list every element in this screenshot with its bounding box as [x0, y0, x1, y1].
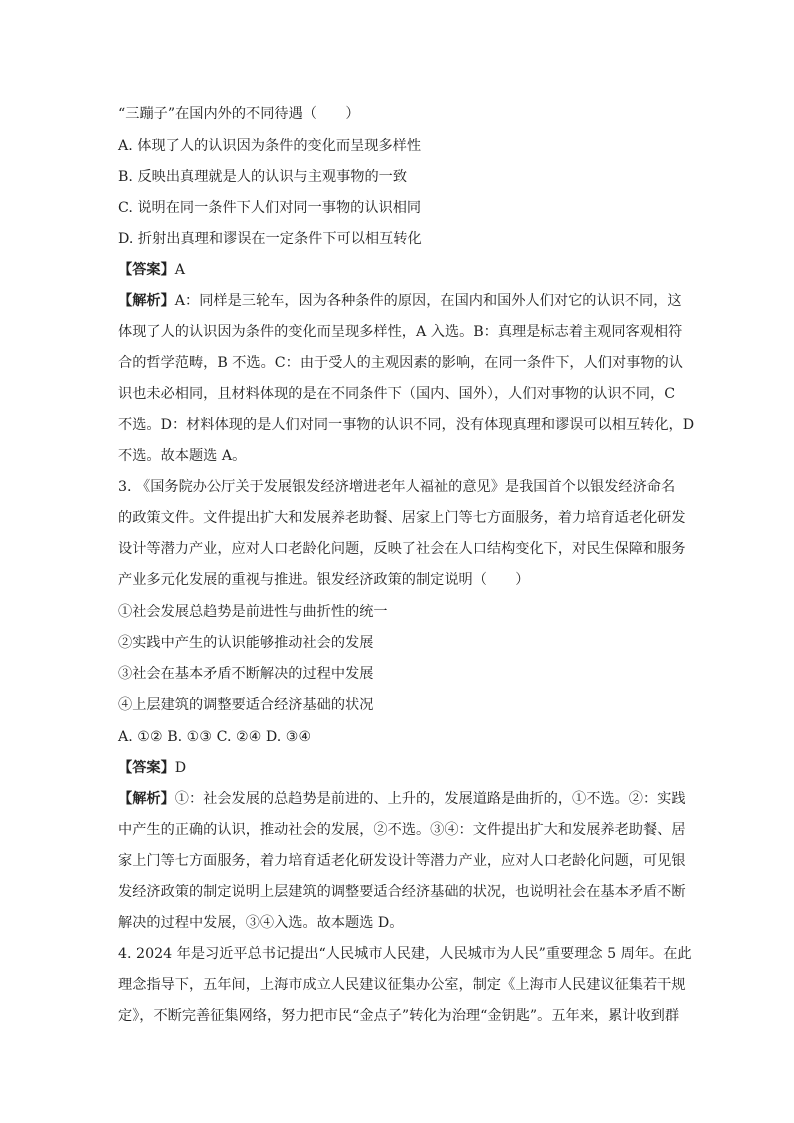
question-3-stem-line: 3. 《国务院办公厅关于发展银发经济增进老年人福祉的意见》是我国首个以银发经济命名: [118, 479, 676, 495]
question-3-statement-4: ④上层建筑的调整要适合经济基础的状况: [118, 697, 374, 713]
question-3-analysis-line: 家上门等七方面服务，着力培育适老化研发设计等潜力产业，应对人口老龄化问题，可见银: [118, 853, 686, 869]
question-2-analysis-line: 合的哲学范畴，B 不选。C：由于受人的主观因素的影响，在同一条件下，人们对事物的认: [118, 355, 683, 371]
analysis-text: ①：社会发展的总趋势是前进的、上升的，发展道路是曲折的，①不选。②：实践: [174, 791, 686, 807]
answer-label: 【答案】: [118, 262, 175, 278]
question-3-answer: [118, 758, 688, 778]
question-3-choices: A. ①② B. ①③ C. ②④ D. ③④: [118, 729, 312, 745]
answer-label: 【答案】: [118, 760, 175, 776]
answer-value: D: [174, 760, 187, 776]
question-3-analysis-line: [118, 789, 688, 809]
question-4-stem-line: 理念指导下，五年间，上海市成立人民建议征集办公室，制定《上海市人民建议征集若干规: [118, 977, 686, 993]
analysis-label: 【解析】: [118, 293, 175, 309]
question-2-analysis-line: 体现了人的认识因为条件的变化而呈现多样性，A 入选。B：真理是标志着主观同客观相符: [118, 324, 683, 340]
question-3-stem-line: 设计等潜力产业，应对人口老龄化问题，反映了社会在人口结构变化下，对民生保障和服务: [118, 541, 686, 557]
question-2-option-a: A. 体现了人的认识因为条件的变化而呈现多样性: [118, 138, 422, 154]
question-2-analysis-line: 不选。D：材料体现的是人们对同一事物的认识不同，没有体现真理和谬误可以相互转化，D: [118, 417, 695, 433]
question-2-analysis-line: [118, 291, 688, 311]
analysis-text: A：同样是三轮车，因为各种条件的原因，在国内和国外人们对它的认识不同，这: [174, 293, 682, 309]
answer-value: A: [174, 262, 186, 278]
question-3-statement-3: ③社会在基本矛盾不断解决的过程中发展: [118, 666, 374, 682]
question-3-statement-2: ②实践中产生的认识能够推动社会的发展: [118, 635, 374, 651]
question-3-analysis-line: 发经济政策的制定说明上层建筑的调整要适合经济基础的状况，也说明社会在基本矛盾不断: [118, 884, 686, 900]
question-3-analysis-line: 中产生的正确的认识，推动社会的发展，②不选。③④：文件提出扩大和发展养老助餐、居: [118, 822, 686, 838]
question-3-analysis-line: 解决的过程中发展，③④入选。故本题选 D。: [118, 915, 404, 931]
question-2-option-b: B. 反映出真理就是人的认识与主观事物的一致: [118, 169, 408, 185]
question-3-stem-line: 产业多元化发展的重视与推进。银发经济政策的制定说明（ ）: [118, 572, 530, 588]
question-4-stem-line: 4. 2024 年是习近平总书记提出“人民城市人民建，人民城市为人民”重要理念 5 周年。在此: [118, 946, 692, 962]
question-4-stem-line: 定》，不断完善征集网络，努力把市民“金点子”转化为治理“金钥匙”。五年来，累计收到群: [118, 1008, 680, 1024]
question-2-analysis-line: 不选。故本题选 A。: [118, 448, 247, 464]
question-2-option-d: D. 折射出真理和谬误在一定条件下可以相互转化: [118, 231, 422, 247]
analysis-label: 【解析】: [118, 791, 175, 807]
question-2-stem: “三蹦子”在国内外的不同待遇（ ）: [118, 106, 360, 122]
question-2-answer: [118, 260, 688, 280]
question-2-option-c: C. 说明在同一条件下人们对同一事物的认识相同: [118, 200, 422, 216]
question-3-stem-line: 的政策文件。文件提出扩大和发展养老助餐、居家上门等七方面服务，着力培育适老化研发: [118, 510, 686, 526]
question-3-statement-1: ①社会发展总趋势是前进性与曲折性的统一: [118, 604, 388, 620]
question-2-analysis-line: 识也未必相同，且材料体现的是在不同条件下（国内、国外），人们对事物的认识不同，C: [118, 386, 676, 402]
